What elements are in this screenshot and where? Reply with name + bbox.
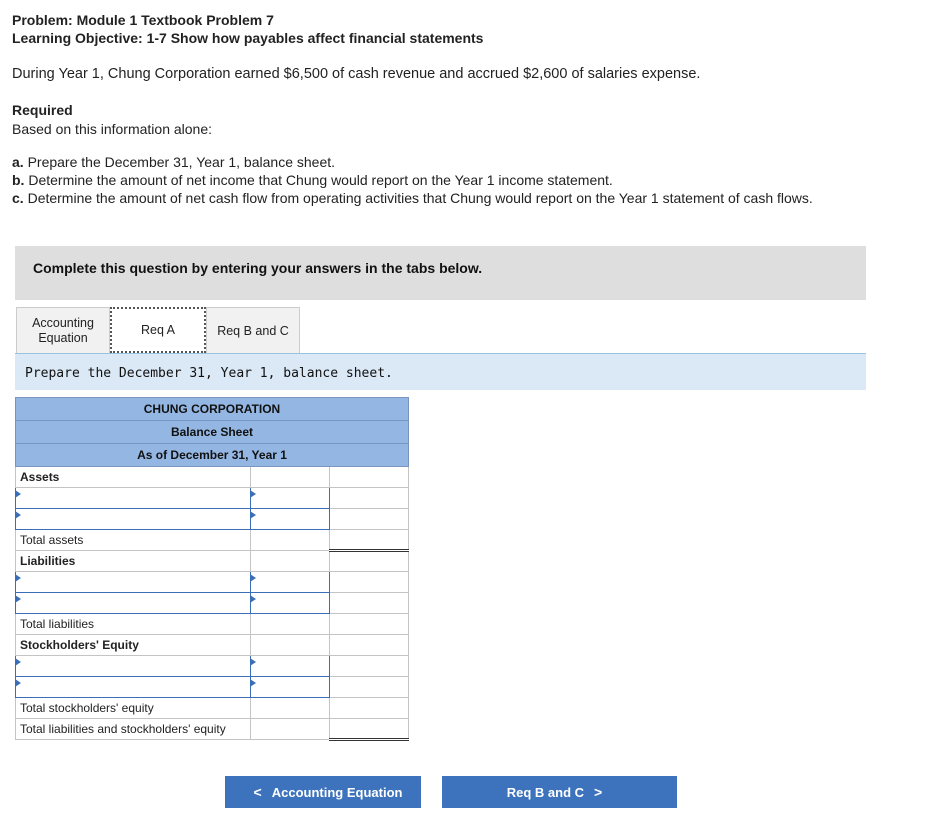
table-row	[16, 509, 409, 530]
table-row	[16, 677, 409, 698]
empty-cell	[330, 572, 409, 593]
balance-sheet-table	[15, 397, 409, 741]
liabilities-heading: Liabilities	[16, 551, 251, 572]
liability-amount-input[interactable]	[251, 593, 330, 614]
table-row	[16, 614, 409, 635]
empty-cell	[330, 593, 409, 614]
tab-req-a-label: Req A	[140, 323, 176, 337]
required-subheading: Based on this information alone:	[12, 121, 213, 137]
total-le-input[interactable]	[330, 719, 409, 740]
table-row	[16, 488, 409, 509]
prev-tab-button[interactable]	[225, 776, 421, 808]
empty-cell	[251, 698, 330, 719]
liability-account-input[interactable]	[16, 572, 251, 593]
tab-accounting-equation-line2: Equation	[38, 330, 88, 345]
equity-account-input[interactable]	[16, 656, 251, 677]
instruction-banner	[15, 246, 866, 300]
table-row	[16, 656, 409, 677]
tab-req-b-and-c[interactable]	[206, 307, 300, 353]
header-row	[16, 421, 409, 444]
empty-cell	[330, 656, 409, 677]
requirement-a-text: Prepare the December 31, Year 1, balance sheet.	[23, 154, 336, 170]
empty-cell	[251, 614, 330, 635]
empty-cell	[251, 530, 330, 551]
table-row	[16, 635, 409, 656]
asset-amount-input[interactable]	[251, 509, 330, 530]
requirement-a-prefix: a.	[12, 154, 24, 170]
empty-cell	[251, 635, 330, 656]
requirement-c-prefix: c.	[12, 190, 24, 206]
empty-cell	[251, 551, 330, 572]
asset-account-input[interactable]	[16, 509, 251, 530]
equity-amount-input[interactable]	[251, 677, 330, 698]
problem-intro: During Year 1, Chung Corporation earned $6,500 of cash revenue and accrued $2,600 of salaries expense.	[12, 66, 701, 82]
tab-req-b-and-c-label: Req B and C	[217, 323, 289, 338]
header-row	[16, 398, 409, 421]
empty-cell	[330, 509, 409, 530]
requirement-b-prefix: b.	[12, 172, 25, 188]
liability-account-input[interactable]	[16, 593, 251, 614]
complete-message: Complete this question by entering your answers in the tabs below.	[33, 260, 483, 276]
requirement-c	[12, 190, 813, 206]
equity-account-input[interactable]	[16, 677, 251, 698]
table-row	[16, 572, 409, 593]
assets-heading: Assets	[16, 467, 251, 488]
asset-account-input[interactable]	[16, 488, 251, 509]
requirement-b	[12, 172, 613, 188]
equity-amount-input[interactable]	[251, 656, 330, 677]
tab-instruction: Prepare the December 31, Year 1, balance sheet.	[25, 366, 393, 381]
total-liabilities-label: Total liabilities	[16, 614, 251, 635]
empty-cell	[330, 488, 409, 509]
prev-tab-label: Accounting Equation	[271, 784, 403, 800]
statement-date: As of December 31, Year 1	[16, 444, 409, 467]
asset-amount-input[interactable]	[251, 488, 330, 509]
table-row	[16, 467, 409, 488]
empty-cell	[330, 635, 409, 656]
header-row	[16, 444, 409, 467]
empty-cell	[251, 467, 330, 488]
total-le-label: Total liabilities and stockholders' equity	[16, 719, 251, 740]
empty-cell	[251, 719, 330, 740]
next-tab-button[interactable]	[442, 776, 677, 808]
total-equity-label: Total stockholders' equity	[16, 698, 251, 719]
total-assets-input[interactable]	[330, 530, 409, 551]
tab-instruction-band	[15, 354, 866, 390]
total-liabilities-input[interactable]	[330, 614, 409, 635]
table-row	[16, 719, 409, 740]
liability-amount-input[interactable]	[251, 572, 330, 593]
total-assets-label: Total assets	[16, 530, 251, 551]
tab-accounting-equation[interactable]	[16, 307, 110, 353]
requirement-b-text: Determine the amount of net income that Chung would report on the Year 1 income statement.	[24, 172, 613, 188]
required-heading: Required	[12, 102, 73, 118]
table-row	[16, 698, 409, 719]
tab-accounting-equation-line1: Accounting	[32, 315, 94, 330]
empty-cell	[330, 677, 409, 698]
next-tab-label: Req B and C	[506, 784, 585, 800]
table-row	[16, 593, 409, 614]
total-equity-input[interactable]	[330, 698, 409, 719]
equity-heading: Stockholders' Equity	[16, 635, 251, 656]
table-row	[16, 530, 409, 551]
table-row	[16, 551, 409, 572]
requirement-c-text: Determine the amount of net cash flow from operating activities that Chung would report on the Year 1 statement of cash flows.	[23, 190, 813, 206]
tab-req-a[interactable]	[110, 307, 206, 353]
learning-objective: Learning Objective: 1-7 Show how payables affect financial statements	[12, 30, 484, 46]
requirement-a	[12, 154, 335, 170]
company-name: CHUNG CORPORATION	[16, 398, 409, 421]
empty-cell	[330, 467, 409, 488]
empty-cell	[330, 551, 409, 572]
statement-title: Balance Sheet	[16, 421, 409, 444]
problem-title: Problem: Module 1 Textbook Problem 7	[12, 12, 274, 28]
chevron-right-icon: >	[594, 784, 603, 800]
chevron-left-icon: <	[253, 784, 262, 800]
